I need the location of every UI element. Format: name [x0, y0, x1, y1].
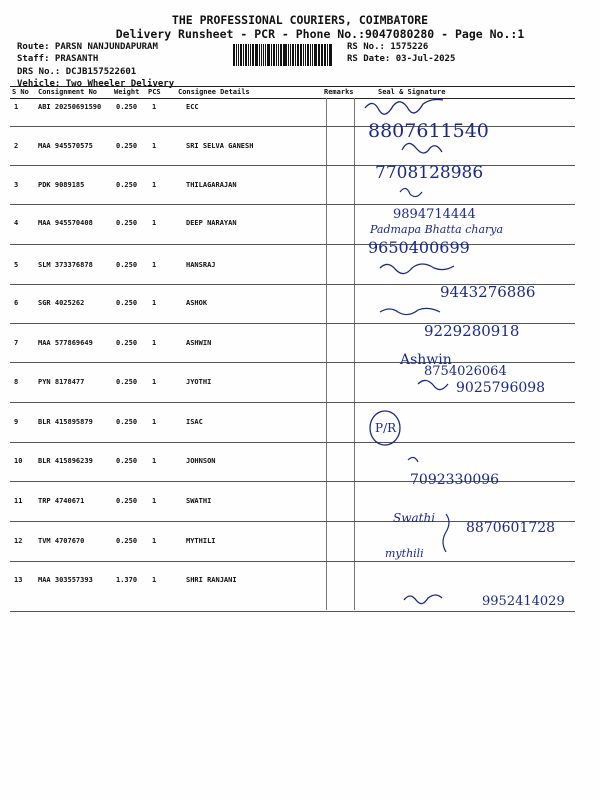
- cell-weight: 0.250: [116, 339, 138, 347]
- signature-stroke-8: [418, 380, 448, 389]
- company-title: THE PROFESSIONAL COURIERS, COIMBATORE: [171, 13, 429, 27]
- signature-brace: [443, 514, 449, 552]
- handwriting-16: 9952414029: [482, 594, 565, 609]
- signature-stroke-6: [380, 308, 440, 314]
- signature-stroke-1: [365, 100, 443, 115]
- cell-pcs: 1: [152, 339, 157, 347]
- cell-sno: 8: [14, 378, 19, 386]
- drs-text: DRS No.: DCJB157522601: [17, 67, 137, 77]
- cell-weight: 0.250: [116, 497, 138, 505]
- col-seal: Seal & Signature: [378, 88, 446, 96]
- signature-stroke-2: [402, 143, 442, 153]
- cell-sno: 10: [14, 457, 23, 465]
- cell-weight: 0.250: [116, 537, 138, 545]
- cell-weight: 0.250: [116, 142, 138, 150]
- cell-pcs: 1: [152, 219, 157, 227]
- cell-sno: 6: [14, 299, 19, 307]
- cell-consignment: PDK 9089185: [38, 181, 85, 189]
- cell-weight: 0.250: [116, 103, 138, 111]
- signature-stroke-5: [380, 264, 454, 274]
- handwriting-5: 9650400699: [368, 238, 470, 257]
- cell-consignment: TRP 4740671: [38, 497, 85, 505]
- cell-pcs: 1: [152, 142, 157, 150]
- cell-consignment: MAA 945570408: [38, 219, 93, 227]
- cell-pcs: 1: [152, 378, 157, 386]
- cell-consignee: ASHOK: [186, 299, 208, 307]
- col-consignee: Consignee Details: [178, 88, 250, 96]
- cell-consignment: SLM 373376878: [38, 261, 93, 269]
- cell-pcs: 1: [152, 537, 157, 545]
- cell-pcs: 1: [152, 497, 157, 505]
- cell-weight: 0.250: [116, 299, 138, 307]
- cell-sno: 12: [14, 537, 23, 545]
- cell-weight: 0.250: [116, 418, 138, 426]
- cell-weight: 1.370: [116, 576, 138, 584]
- cell-pcs: 1: [152, 418, 157, 426]
- route-text: Route: PARSN NANJUNDAPURAM: [17, 42, 158, 52]
- handwriting-3: 9894714444: [393, 207, 476, 222]
- handwriting-8: Ashwin: [400, 352, 452, 368]
- runsheet-subtitle: Delivery Runsheet - PCR - Phone No.:9047080280 - Page No.:1: [115, 27, 525, 41]
- cell-weight: 0.250: [116, 181, 138, 189]
- handwriting-12: 7092330096: [410, 472, 500, 488]
- cell-consignee: SHRI RANJANI: [186, 576, 237, 584]
- cell-sno: 9: [14, 418, 19, 426]
- col-pcs: PCS: [148, 88, 161, 96]
- cell-weight: 0.250: [116, 378, 138, 386]
- handwriting-6: 9443276886: [440, 283, 536, 301]
- cell-consignee: JOHNSON: [186, 457, 216, 465]
- handwriting-11: P/R: [375, 421, 397, 435]
- staff-text: Staff: PRASANTH: [17, 53, 99, 64]
- col-weight: Weight: [114, 88, 140, 96]
- cell-weight: 0.250: [116, 261, 138, 269]
- cell-sno: 11: [14, 497, 23, 505]
- cell-consignment: BLR 415895879: [38, 418, 93, 426]
- cell-consignment: MAA 945570575: [38, 142, 93, 150]
- cell-consignee: MYTHILI: [186, 537, 216, 545]
- rs-no-text: RS No.: 1575226: [347, 42, 429, 52]
- handwriting-14: 8870601728: [466, 520, 556, 536]
- cell-consignee: DEEP NARAYAN: [186, 219, 237, 227]
- handwriting-15: mythili: [385, 547, 424, 560]
- handwriting-9: 8754026064: [424, 364, 507, 379]
- col-sno: S No: [12, 88, 29, 96]
- cell-sno: 5: [14, 261, 19, 269]
- cell-consignment: MAA 303557393: [38, 576, 93, 584]
- cell-consignee: THILAGARAJAN: [186, 181, 237, 189]
- cell-consignment: PYN 8178477: [38, 378, 85, 386]
- cell-consignee: ASHWIN: [186, 339, 212, 347]
- handwriting-4: Padmapa Bhatta charya: [370, 223, 504, 236]
- cell-consignee: ECC: [186, 103, 199, 111]
- cell-consignment: SGR 4025262: [38, 299, 85, 307]
- handwriting-1: 8807611540: [368, 120, 489, 142]
- cell-consignment: ABI 20250691590: [38, 103, 102, 111]
- signature-stroke-3: [400, 188, 422, 196]
- cell-consignment: MAA 577869649: [38, 339, 93, 347]
- cell-consignee: SRI SELVA GANESH: [186, 142, 254, 150]
- vehicle-text: Vehicle: Two Wheeler Delivery: [17, 78, 175, 89]
- cell-sno: 13: [14, 576, 23, 584]
- cell-pcs: 1: [152, 457, 157, 465]
- handwriting-2: 7708128986: [375, 163, 484, 183]
- handwriting-7: 9229280918: [424, 322, 520, 340]
- cell-pcs: 1: [152, 299, 157, 307]
- cell-sno: 2: [14, 142, 19, 150]
- col-consignment: Consignment No: [38, 88, 98, 96]
- cell-consignment: BLR 415896239: [38, 457, 93, 465]
- cell-sno: 4: [14, 219, 19, 227]
- cell-pcs: 1: [152, 576, 157, 584]
- cell-consignment: TVM 4707670: [38, 537, 85, 545]
- cell-sno: 7: [14, 339, 19, 347]
- cell-consignee: SWATHI: [186, 497, 212, 505]
- handwriting-13: Swathi: [393, 511, 436, 525]
- col-remarks: Remarks: [324, 88, 354, 96]
- signature-stroke-13: [404, 595, 442, 604]
- cell-consignee: ISAC: [186, 418, 203, 426]
- handwriting-10: 9025796098: [456, 380, 546, 396]
- cell-consignee: HANSRAJ: [186, 261, 216, 269]
- cell-weight: 0.250: [116, 457, 138, 465]
- cell-weight: 0.250: [116, 219, 138, 227]
- cell-pcs: 1: [152, 103, 157, 111]
- cell-sno: 1: [14, 103, 19, 111]
- cell-sno: 3: [14, 181, 19, 189]
- cell-pcs: 1: [152, 261, 157, 269]
- rs-date-text: RS Date: 03-Jul-2025: [347, 53, 456, 64]
- cell-consignee: JYOTHI: [186, 378, 212, 386]
- cell-pcs: 1: [152, 181, 157, 189]
- signature-stroke-10: [408, 457, 418, 462]
